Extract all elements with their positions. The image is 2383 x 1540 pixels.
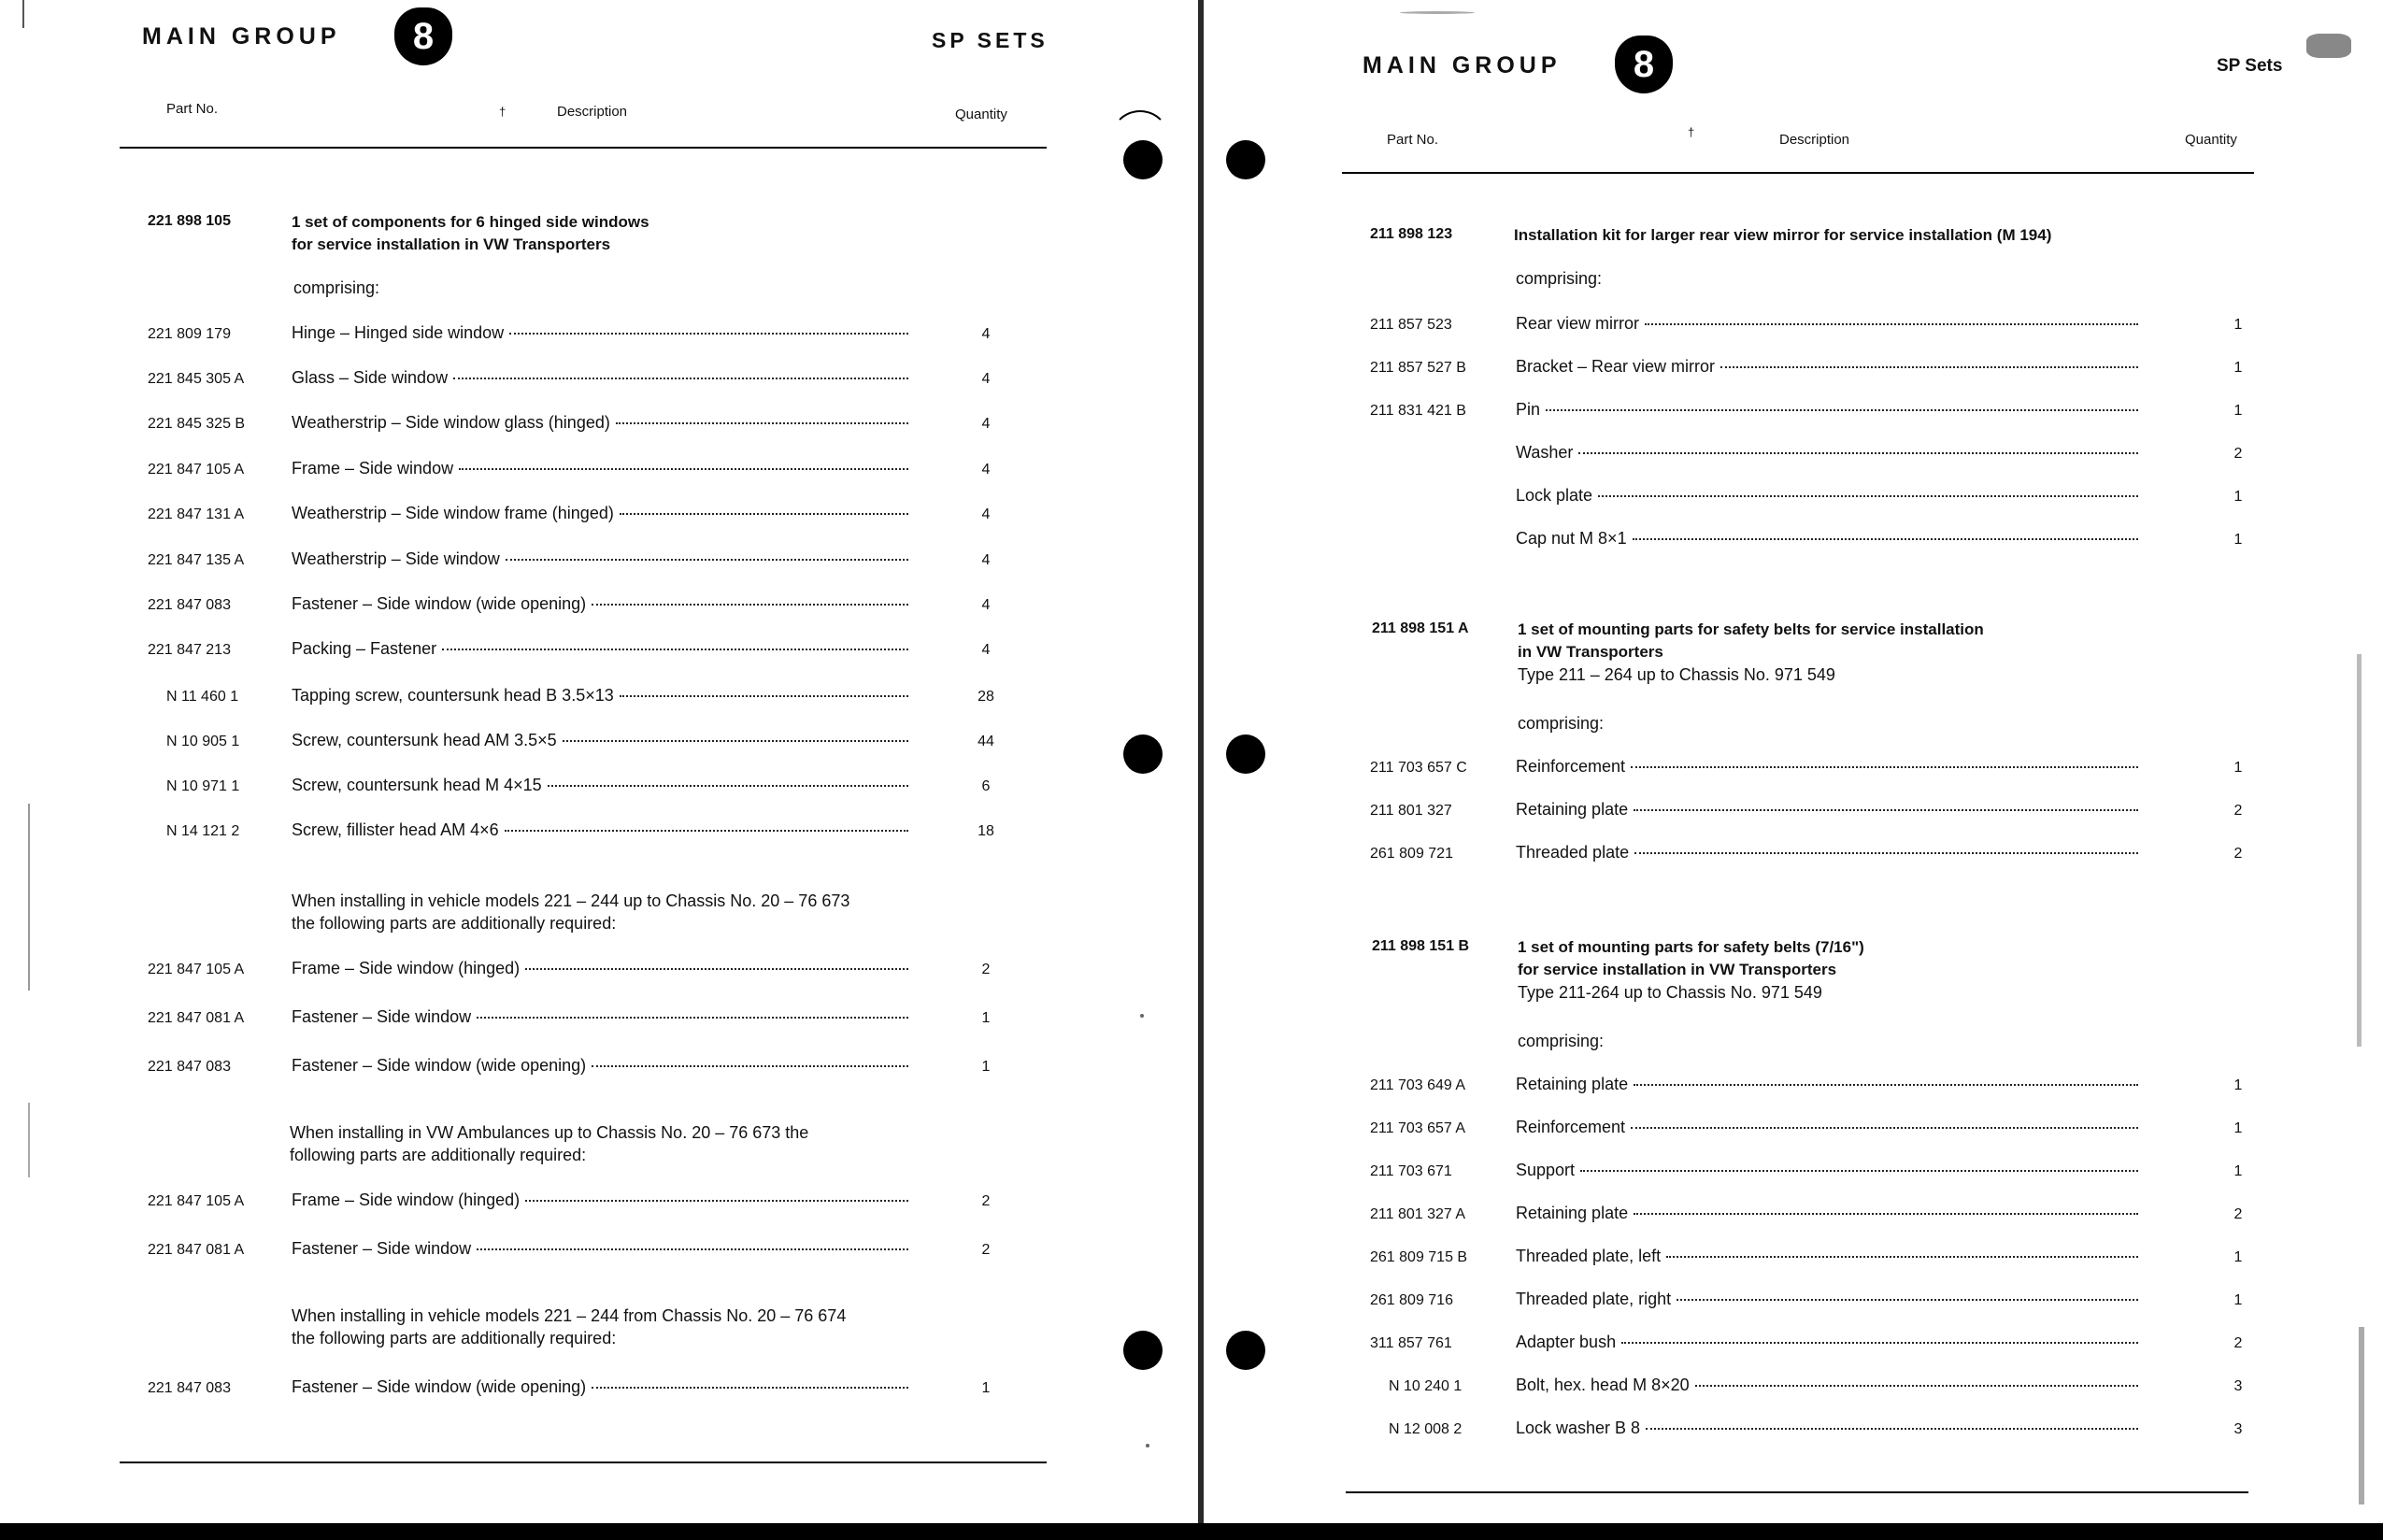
column-header-quantity: Quantity <box>2185 132 2237 148</box>
part-quantity: 2 <box>2233 846 2243 862</box>
set-heading-line-2: for service installation in VW Transporters <box>1518 961 1837 978</box>
part-quantity: 2 <box>981 962 991 977</box>
parts-list <box>0 0 1198 1523</box>
part-description: Fastener – Side window (wide opening) <box>292 1377 587 1396</box>
part-number: 221 847 083 <box>148 1059 231 1075</box>
table-row <box>1370 757 2262 777</box>
part-description: Threaded plate, right <box>1516 1290 1672 1308</box>
dot-leader <box>525 1200 908 1202</box>
set-heading-line-2: for service installation in VW Transporters <box>292 235 611 253</box>
page-title: SP Sets <box>2217 56 2283 76</box>
dot-leader <box>459 468 908 470</box>
part-number: N 14 121 2 <box>166 823 240 839</box>
part-description: Screw, fillister head AM 4×6 <box>292 820 499 839</box>
table-row <box>148 686 1009 706</box>
part-description-cell <box>292 323 908 343</box>
scan-artifact <box>2359 1327 2364 1504</box>
part-number: 211 703 649 A <box>1370 1077 1466 1093</box>
part-description: Bracket – Rear view mirror <box>1516 357 1716 376</box>
set-heading-line-3: Type 211-264 up to Chassis No. 971 549 <box>1518 983 1822 1002</box>
table-row <box>148 639 1009 659</box>
part-number: 261 809 716 <box>1370 1292 1453 1308</box>
table-row <box>1370 1075 2262 1094</box>
scan-artifact <box>2306 34 2351 58</box>
part-quantity: 2 <box>2233 1206 2243 1222</box>
column-header-marker: † <box>499 105 507 119</box>
part-quantity: 1 <box>2233 360 2243 376</box>
comprising-label: comprising: <box>293 278 380 297</box>
part-number: 221 847 131 A <box>148 506 245 522</box>
table-row <box>148 1191 1009 1210</box>
footer-rule <box>1346 1491 2248 1493</box>
part-description: Tapping screw, countersunk head B 3.5×13 <box>292 686 614 705</box>
table-row <box>148 323 1009 343</box>
group-number-badge: 8 <box>1615 36 1673 93</box>
note-line-1: When installing in vehicle models 221 – 244 up to Chassis No. 20 – 76 673 <box>292 891 850 910</box>
part-description-cell <box>1516 1118 2138 1137</box>
part-description-cell <box>1516 443 2138 463</box>
part-description-cell <box>1516 314 2138 334</box>
set-part-no: 211 898 123 <box>1370 226 1453 242</box>
part-description-cell <box>292 686 908 706</box>
dot-leader <box>477 1017 908 1019</box>
dot-leader <box>1546 409 2138 411</box>
part-description: Pin <box>1516 400 1541 419</box>
part-description: Screw, countersunk head M 4×15 <box>292 776 542 794</box>
part-description-cell <box>292 1056 908 1076</box>
table-row <box>1370 843 2262 863</box>
part-number: 211 857 523 <box>1370 317 1452 333</box>
right-page <box>1204 0 2383 1523</box>
table-row <box>1370 1419 2262 1438</box>
part-description: Reinforcement <box>1516 1118 1626 1136</box>
dot-leader <box>592 604 908 606</box>
dot-leader <box>1695 1385 2138 1387</box>
part-quantity: 1 <box>981 1059 991 1075</box>
part-description: Threaded plate, left <box>1516 1247 1662 1265</box>
table-row <box>1370 1247 2262 1266</box>
part-description-cell <box>1516 1204 2138 1223</box>
table-row <box>148 776 1009 795</box>
dot-leader <box>548 785 908 787</box>
main-group-label: MAIN GROUP <box>1363 52 1562 78</box>
dot-leader <box>1631 1127 2138 1129</box>
part-description-cell <box>292 639 908 659</box>
table-row <box>1370 1204 2262 1223</box>
part-description: Fastener – Side window (wide opening) <box>292 594 587 613</box>
dot-leader <box>442 649 908 650</box>
dot-leader <box>1631 766 2138 768</box>
note-line-2: the following parts are additionally required: <box>292 1329 617 1348</box>
part-description: Fastener – Side window <box>292 1007 472 1026</box>
part-description: Frame – Side window (hinged) <box>292 1191 521 1209</box>
part-description-cell <box>292 594 908 614</box>
page-title: SP SETS <box>932 28 1049 52</box>
part-description: Bolt, hex. head M 8×20 <box>1516 1376 1690 1394</box>
set-part-no: 211 898 151 A <box>1372 620 1469 636</box>
part-number: N 10 905 1 <box>166 734 240 749</box>
dot-leader <box>1666 1256 2138 1258</box>
part-quantity: 18 <box>977 823 994 839</box>
part-number: N 12 008 2 <box>1389 1421 1463 1437</box>
dot-leader <box>525 968 908 970</box>
part-quantity: 1 <box>981 1010 991 1026</box>
dot-leader <box>1634 809 2138 811</box>
part-description-cell <box>292 1377 908 1397</box>
part-description: Weatherstrip – Side window glass (hinged) <box>292 413 610 432</box>
set-heading-line-1: 1 set of components for 6 hinged side windows <box>292 213 649 231</box>
part-quantity: 1 <box>2233 1163 2243 1179</box>
table-row <box>148 594 1009 614</box>
set-heading-line-1: 1 set of mounting parts for safety belts for service installation <box>1518 620 1984 638</box>
dot-leader <box>1634 1084 2138 1086</box>
note-line-1: When installing in vehicle models 221 – 244 from Chassis No. 20 – 76 674 <box>292 1306 847 1325</box>
table-row <box>148 459 1009 478</box>
note-line-2: the following parts are additionally required: <box>292 914 617 933</box>
binder-hole <box>1123 734 1163 774</box>
part-number: 221 847 083 <box>148 1380 231 1396</box>
set-part-no: 221 898 105 <box>148 213 231 229</box>
part-quantity: 4 <box>981 642 991 658</box>
part-description: Frame – Side window (hinged) <box>292 959 521 977</box>
dot-leader <box>592 1065 908 1067</box>
table-row <box>1370 400 2262 420</box>
part-description-cell <box>1516 1419 2138 1438</box>
part-description-cell <box>1516 1247 2138 1266</box>
part-description-cell <box>292 504 908 523</box>
table-row <box>1370 529 2262 549</box>
set-heading-line-3: Type 211 – 264 up to Chassis No. 971 549 <box>1518 665 1835 684</box>
note-block <box>290 1121 938 1166</box>
left-page <box>0 0 1198 1523</box>
comprising-label: comprising: <box>1518 1032 1605 1050</box>
part-quantity: 2 <box>981 1242 991 1258</box>
note-block <box>292 890 938 934</box>
note-line-2: following parts are additionally required: <box>290 1146 587 1164</box>
part-number: 221 845 325 B <box>148 416 246 432</box>
part-number: N 10 971 1 <box>166 778 240 794</box>
part-number: 311 857 761 <box>1370 1335 1452 1351</box>
part-quantity: 1 <box>2233 1120 2243 1136</box>
part-number: 221 847 081 A <box>148 1242 245 1258</box>
part-quantity: 4 <box>981 416 991 432</box>
part-quantity: 3 <box>2233 1421 2243 1437</box>
column-header-part-no: Part No. <box>166 101 219 117</box>
part-number: 211 831 421 B <box>1370 403 1466 419</box>
part-number: 211 703 657 C <box>1370 760 1467 776</box>
part-quantity: 44 <box>977 734 994 749</box>
table-row <box>148 1377 1009 1397</box>
part-description-cell <box>292 959 908 978</box>
scan-bottom-edge <box>0 1523 2383 1540</box>
table-row <box>148 731 1009 750</box>
part-description-cell <box>1516 1161 2138 1180</box>
set-heading-line-2: in VW Transporters <box>1518 643 1663 661</box>
scan-artifact <box>22 0 24 28</box>
part-number: 211 801 327 <box>1370 803 1452 819</box>
part-quantity: 1 <box>981 1380 991 1396</box>
part-quantity: 2 <box>2233 446 2243 462</box>
part-description-cell <box>1516 1333 2138 1352</box>
part-quantity: 1 <box>2233 1249 2243 1265</box>
part-quantity: 4 <box>981 506 991 522</box>
note-line-1: When installing in VW Ambulances up to Chassis No. 20 – 76 673 the <box>290 1123 809 1142</box>
part-description: Packing – Fastener <box>292 639 437 658</box>
table-row <box>1370 1290 2262 1309</box>
part-number: N 11 460 1 <box>166 689 239 705</box>
part-description: Hinge – Hinged side window <box>292 323 505 342</box>
part-description-cell <box>1516 400 2138 420</box>
part-description: Screw, countersunk head AM 3.5×5 <box>292 731 557 749</box>
part-number: 221 847 105 A <box>148 962 245 977</box>
dot-leader <box>592 1387 908 1389</box>
binder-hole <box>1226 734 1265 774</box>
dot-leader <box>563 740 908 742</box>
part-description: Retaining plate <box>1516 1075 1629 1093</box>
parts-list <box>1204 0 2383 1523</box>
part-description-cell <box>292 1239 908 1259</box>
table-row <box>1370 1118 2262 1137</box>
table-row <box>1370 1161 2262 1180</box>
note-block <box>292 1305 940 1349</box>
part-description-cell <box>1516 357 2138 377</box>
scan-artifact <box>1146 1444 1149 1447</box>
part-number: 221 847 213 <box>148 642 231 658</box>
dot-leader <box>506 559 908 561</box>
part-quantity: 1 <box>2233 403 2243 419</box>
part-number: 221 847 105 A <box>148 462 245 478</box>
set-part-no: 211 898 151 B <box>1372 938 1470 954</box>
dot-leader <box>620 695 908 697</box>
part-quantity: 1 <box>2233 1077 2243 1093</box>
part-description-cell <box>292 413 908 433</box>
set-heading-line-1: 1 set of mounting parts for safety belts (7/16") <box>1518 938 1864 956</box>
column-header-description: Description <box>557 104 628 120</box>
part-quantity: 1 <box>2233 1292 2243 1308</box>
part-description: Lock plate <box>1516 486 1593 505</box>
part-description: Weatherstrip – Side window frame (hinged) <box>292 504 614 522</box>
part-description-cell <box>1516 800 2138 820</box>
table-row <box>148 1239 1009 1259</box>
table-row <box>148 504 1009 523</box>
part-number: 211 703 671 <box>1370 1163 1452 1179</box>
part-number: 221 847 135 A <box>148 552 245 568</box>
part-quantity: 2 <box>2233 1335 2243 1351</box>
part-number: 211 801 327 A <box>1370 1206 1466 1222</box>
part-quantity: 4 <box>981 371 991 387</box>
part-description: Retaining plate <box>1516 1204 1629 1222</box>
part-description: Fastener – Side window (wide opening) <box>292 1056 587 1075</box>
group-number-badge: 8 <box>394 7 452 65</box>
scan-artifact <box>28 804 30 991</box>
binder-hole <box>1226 1331 1265 1370</box>
part-quantity: 1 <box>2233 317 2243 333</box>
part-description-cell <box>292 1007 908 1027</box>
dot-leader <box>1634 852 2138 854</box>
part-quantity: 6 <box>981 778 991 794</box>
dot-leader <box>1677 1299 2138 1301</box>
footer-rule <box>120 1462 1047 1463</box>
part-quantity: 4 <box>981 462 991 478</box>
table-row <box>148 959 1009 978</box>
part-description-cell <box>292 820 908 840</box>
part-number: 211 703 657 A <box>1370 1120 1466 1136</box>
table-row <box>1370 314 2262 334</box>
dot-leader <box>620 513 908 515</box>
part-quantity: 4 <box>981 552 991 568</box>
dot-leader <box>1621 1342 2138 1344</box>
part-number: 221 845 305 A <box>148 371 245 387</box>
scan-artifact <box>1400 11 1475 14</box>
part-number: 221 847 105 A <box>148 1193 245 1209</box>
part-description: Threaded plate <box>1516 843 1630 862</box>
dot-leader <box>1580 1170 2138 1172</box>
column-header-marker: † <box>1688 125 1695 139</box>
dot-leader <box>1578 452 2138 454</box>
part-quantity: 4 <box>981 326 991 342</box>
dot-leader <box>1634 1213 2138 1215</box>
table-row <box>1370 486 2262 506</box>
dot-leader <box>1633 538 2138 540</box>
table-row <box>1370 443 2262 463</box>
part-number: 221 847 081 A <box>148 1010 245 1026</box>
dot-leader <box>1720 366 2138 368</box>
dot-leader <box>509 333 908 335</box>
table-row <box>1370 800 2262 820</box>
part-description-cell <box>1516 486 2138 506</box>
part-description: Weatherstrip – Side window <box>292 549 500 568</box>
scan-artifact <box>28 1103 30 1177</box>
part-description-cell <box>1516 843 2138 863</box>
part-description-cell <box>292 549 908 569</box>
main-group-label: MAIN GROUP <box>142 23 341 50</box>
table-row <box>148 1007 1009 1027</box>
dot-leader <box>505 830 908 832</box>
part-description: Support <box>1516 1161 1576 1179</box>
part-quantity: 2 <box>2233 803 2243 819</box>
scan-artifact <box>2357 654 2362 1047</box>
part-description-cell <box>292 776 908 795</box>
dot-leader <box>1598 495 2138 497</box>
part-description: Lock washer B 8 <box>1516 1419 1641 1437</box>
table-row <box>148 413 1009 433</box>
part-quantity: 28 <box>977 689 994 705</box>
part-description: Frame – Side window <box>292 459 454 478</box>
table-row <box>148 820 1009 840</box>
part-quantity: 3 <box>2233 1378 2243 1394</box>
scan-artifact <box>1110 110 1170 170</box>
part-description: Adapter bush <box>1516 1333 1617 1351</box>
dot-leader <box>616 422 908 424</box>
part-description: Glass – Side window <box>292 368 449 387</box>
binder-hole <box>1226 140 1265 179</box>
part-number: 261 809 715 B <box>1370 1249 1468 1265</box>
part-number: N 10 240 1 <box>1389 1378 1463 1394</box>
part-description: Rear view mirror <box>1516 314 1640 333</box>
part-description: Retaining plate <box>1516 800 1629 819</box>
part-number: 221 809 179 <box>148 326 231 342</box>
table-row <box>1370 1333 2262 1352</box>
part-description: Fastener – Side window <box>292 1239 472 1258</box>
part-quantity: 1 <box>2233 532 2243 548</box>
dot-leader <box>453 378 908 379</box>
part-description: Cap nut M 8×1 <box>1516 529 1627 548</box>
table-row <box>148 368 1009 388</box>
comprising-label: comprising: <box>1518 714 1605 733</box>
part-description-cell <box>1516 1290 2138 1309</box>
part-quantity: 1 <box>2233 760 2243 776</box>
table-row <box>148 1056 1009 1076</box>
part-description-cell <box>292 1191 908 1210</box>
part-description: Reinforcement <box>1516 757 1626 776</box>
part-number: 261 809 721 <box>1370 846 1453 862</box>
table-row <box>1370 357 2262 377</box>
column-header-quantity: Quantity <box>955 107 1007 122</box>
table-row <box>148 549 1009 569</box>
part-description-cell <box>1516 529 2138 549</box>
column-header-description: Description <box>1779 132 1850 148</box>
table-row <box>1370 1376 2262 1395</box>
part-number: 211 857 527 B <box>1370 360 1466 376</box>
column-header-part-no: Part No. <box>1387 132 1439 148</box>
dot-leader <box>1646 1428 2138 1430</box>
part-description-cell <box>292 459 908 478</box>
part-number: 221 847 083 <box>148 597 231 613</box>
binder-hole <box>1123 1331 1163 1370</box>
part-description: Washer <box>1516 443 1574 462</box>
comprising-label: comprising: <box>1516 269 1603 288</box>
part-description-cell <box>292 368 908 388</box>
part-description-cell <box>1516 757 2138 777</box>
dot-leader <box>1645 323 2138 325</box>
part-description-cell <box>1516 1075 2138 1094</box>
set-heading-line-1: Installation kit for larger rear view mirror for service installation (M 194) <box>1514 226 2052 244</box>
part-quantity: 1 <box>2233 489 2243 505</box>
dot-leader <box>477 1248 908 1250</box>
part-description-cell <box>292 731 908 750</box>
part-quantity: 4 <box>981 597 991 613</box>
part-description-cell <box>1516 1376 2138 1395</box>
part-quantity: 2 <box>981 1193 991 1209</box>
scan-artifact <box>1140 1014 1144 1018</box>
